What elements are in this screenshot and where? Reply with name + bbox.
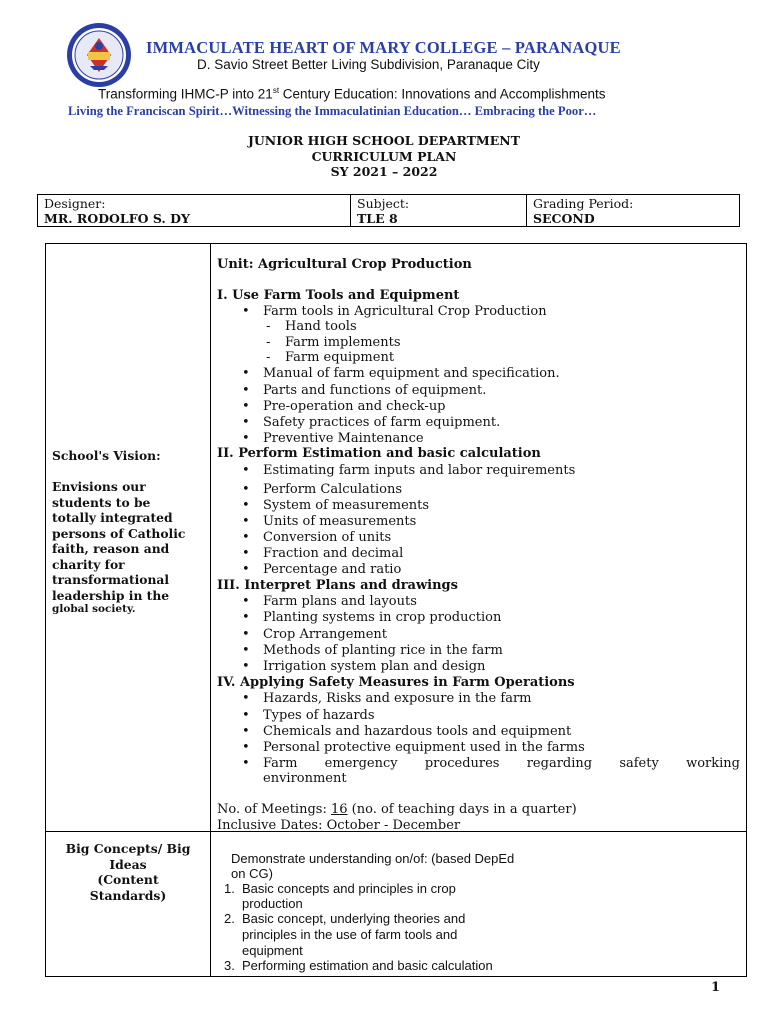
section-1-heading: I. Use Farm Tools and Equipment <box>217 288 460 303</box>
concept-text: principles in the use of farm tools and <box>242 927 458 942</box>
meetings-suffix: (no. of teaching days in a quarter) <box>347 802 577 817</box>
list-item: • Perform Calculations <box>263 482 402 497</box>
list-item: • Hazards, Risks and exposure in the farm <box>263 691 531 706</box>
list-item: • Irrigation system plan and design <box>263 659 485 674</box>
list-item-word: emergency <box>324 756 398 771</box>
tagline-part-1: Transforming IHMC-P into 21 <box>98 86 273 102</box>
college-seal-logo <box>66 22 132 88</box>
big-concepts-label-4: Standards) <box>89 887 167 903</box>
vision-line-4: persons of Catholic <box>52 525 186 541</box>
section-3-heading: III. Interpret Plans and drawings <box>217 578 458 593</box>
unit-title: Unit: Agricultural Crop Production <box>217 257 472 272</box>
section-2-heading: II. Perform Estimation and basic calculation <box>217 446 541 461</box>
big-concepts-intro: Demonstrate understanding on/of: (based DepEd <box>231 851 515 866</box>
list-item: • Manual of farm equipment and specification. <box>263 366 560 381</box>
designer-label: Designer: <box>44 196 106 211</box>
subject-cell <box>351 195 527 226</box>
department-title: JUNIOR HIGH SCHOOL DEPARTMENT <box>247 133 521 148</box>
subject-value: TLE 8 <box>357 211 398 226</box>
list-item: • Pre-operation and check-up <box>263 399 446 414</box>
list-item: • Safety practices of farm equipment. <box>263 415 500 430</box>
list-item: • Units of measurements <box>263 514 416 529</box>
list-item-word: procedures <box>424 756 500 771</box>
concept-text: equipment <box>242 943 303 958</box>
list-item: • Planting systems in crop production <box>263 610 501 625</box>
school-year: SY 2021 – 2022 <box>330 164 438 179</box>
designer-cell <box>38 195 351 226</box>
list-item: • Personal protective equipment used in the farms <box>263 740 585 755</box>
grading-cell <box>527 195 739 226</box>
vision-line-8: leadership in the <box>52 587 170 603</box>
big-concepts-intro-cont: on CG) <box>231 866 273 881</box>
inclusive-dates: Inclusive Dates: October - December <box>217 818 461 833</box>
list-subitem: - Farm equipment <box>285 350 394 365</box>
list-item-word: safety <box>619 756 659 771</box>
list-item: • Crop Arrangement <box>263 627 387 642</box>
grading-value: SECOND <box>533 211 595 226</box>
list-item: • Percentage and ratio <box>263 562 401 577</box>
vision-line-3: totally integrated <box>52 510 173 525</box>
concept-number: 3. <box>224 958 235 973</box>
page-number: 1 <box>711 980 721 995</box>
meetings-value: 16 <box>330 802 348 817</box>
list-item <box>263 756 740 771</box>
concept-text: Basic concepts and principles in crop <box>242 881 456 896</box>
info-table <box>37 194 740 227</box>
list-subitem: - Hand tools <box>285 319 357 334</box>
list-item: • Preventive Maintenance <box>263 431 424 446</box>
concept-text: Basic concept, underlying theories and <box>242 911 466 926</box>
list-item: • Types of hazards <box>263 708 375 723</box>
vision-line-7: transformational <box>52 572 170 587</box>
vision-heading: School's Vision: <box>52 448 161 463</box>
list-item: • Chemicals and hazardous tools and equipment <box>263 724 571 739</box>
grading-label: Grading Period: <box>533 196 634 211</box>
designer-value: MR. RODOLFO S. DY <box>44 211 190 226</box>
concept-number: 1. <box>224 881 235 896</box>
list-item: • Farm plans and layouts <box>263 594 417 609</box>
vision-line-1: Envisions our <box>52 479 146 494</box>
tagline <box>98 86 605 102</box>
list-item-word: • Farm <box>263 756 298 771</box>
tagline-superscript: st <box>272 86 280 95</box>
tagline-part-2: Century Education: Innovations and Accomplishments <box>279 86 606 102</box>
list-item: • Methods of planting rice in the farm <box>263 643 503 658</box>
concept-text: production <box>242 896 303 911</box>
big-concepts-label-3: (Content <box>97 872 159 887</box>
plan-title: CURRICULUM PLAN <box>311 149 457 164</box>
list-item-word: regarding <box>526 756 593 771</box>
list-subitem: - Farm implements <box>285 335 401 350</box>
list-item: • Fraction and decimal <box>263 546 403 561</box>
concept-text: Performing estimation and basic calculation <box>242 958 493 973</box>
list-item: • Parts and functions of equipment. <box>263 383 486 398</box>
meetings-line <box>217 802 577 817</box>
list-item: • System of measurements <box>263 498 429 513</box>
big-concepts-label-2: Ideas <box>109 856 147 872</box>
list-item: • Conversion of units <box>263 530 391 545</box>
column-divider <box>210 244 211 976</box>
list-item: • Farm tools in Agricultural Crop Production <box>263 304 547 319</box>
section-4-heading: IV. Applying Safety Measures in Farm Operations <box>217 675 575 690</box>
meetings-prefix: No. of Meetings: <box>217 802 331 817</box>
motto: Living the Franciscan Spirit…Witnessing the Immaculatinian Education… Embracing the Poor… <box>68 104 597 118</box>
list-item-word: working <box>686 756 740 771</box>
big-concepts-label-1: Big Concepts/ Big <box>65 841 191 856</box>
college-address: D. Savio Street Better Living Subdivision, Paranaque City <box>197 57 540 72</box>
vision-line-5: faith, reason and <box>52 541 170 556</box>
concept-number: 2. <box>224 911 235 926</box>
subject-label: Subject: <box>357 196 410 211</box>
list-item-continuation: environment <box>263 771 347 786</box>
vision-line-6: charity for <box>52 556 125 572</box>
curriculum-table <box>45 243 747 977</box>
vision-line-2: students to be <box>52 494 151 510</box>
vision-line-9: global society. <box>52 603 136 615</box>
college-name: IMMACULATE HEART OF MARY COLLEGE – PARANAQUE <box>146 38 621 57</box>
list-item: • Estimating farm inputs and labor requirements <box>263 463 575 478</box>
